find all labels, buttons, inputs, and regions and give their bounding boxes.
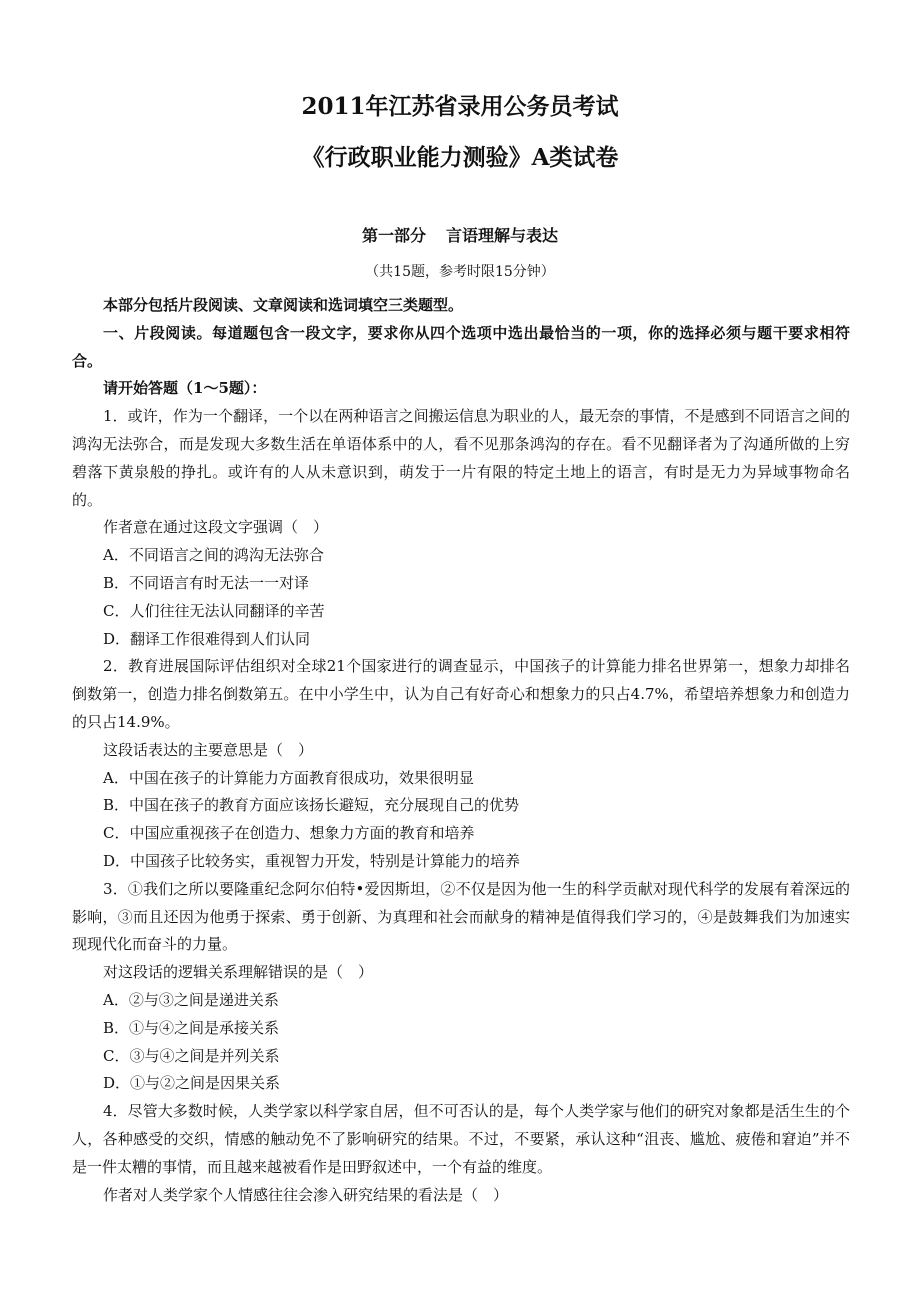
option-d: D．翻译工作很难得到人们认同	[103, 629, 311, 648]
exam-title-line1: 2011年江苏省录用公务员考试	[301, 93, 619, 120]
option-c: C．人们往往无法认同翻译的辛苦	[103, 601, 325, 620]
exam-title-line2: 《行政职业能力测验》A类试卷	[301, 144, 619, 171]
section-part: 第一部分	[361, 226, 426, 245]
option-c: C．中国应重视孩子在创造力、想象力方面的教育和培养	[103, 824, 475, 843]
option-a: A．不同语言之间的鸿沟无法弥合	[103, 546, 324, 565]
question-passage: 3．①我们之所以要隆重纪念阿尔伯特•爱因斯坦，②不仅是因为他一生的科学贡献对现代科学的发展有着深远的影响，③而且还因为他勇于探索、勇于创新、为真理和社会而献身的精神是值得我们学习的，④是鼓舞我们为加速实现现代化而奋斗的力量。	[72, 879, 850, 954]
section-name: 言语理解与表达	[446, 226, 559, 245]
question-passage: 2．教育进展国际评估组织对全球21个国家进行的调查显示，中国孩子的计算能力排名世界第一，想象力却排名倒数第一，创造力排名倒数第五。在中小学生中，认为自己有好奇心和想象力的只占4.7%，希望培养想象力和创造力的只占14.9%。	[72, 657, 850, 731]
option-d: D．中国孩子比较务实，重视智力开发，特别是计算能力的培养	[103, 851, 521, 870]
question-2	[72, 653, 850, 875]
question-passage: 4．尽管大多数时候，人类学家以科学家自居，但不可否认的是，每个人类学家与他们的研究对象都是活生生的个人，各种感受的交织，情感的触动免不了影响研究的结果。不过，不要紧，承认这种“沮丧、尴尬、疲倦和窘迫”并不是一件太糟的事情，而且越来越被看作是田野叙述中，一个有益的维度。	[72, 1102, 850, 1176]
question-1	[72, 403, 850, 653]
option-b: B．中国在孩子的教育方面应该扬长避短，充分展现自己的优势	[103, 796, 520, 815]
exam-body	[72, 292, 850, 1209]
question-passage: 1．或许，作为一个翻译，一个以在两种语言之间搬运信息为职业的人，最无奈的事情，不是感到不同语言之间的鸿沟无法弥合，而是发现大多数生活在单语体系中的人，看不见那条鸿沟的存在。看不见翻译者为了沟通所做的上穷碧落下黄泉般的挣扎。或许有的人从未意识到，萌发于一片有限的特定土地上的语言，有时是无力为异域事物命名的。	[72, 407, 850, 509]
question-4	[72, 1098, 850, 1209]
question-stem: 这段话表达的主要意思是（ ）	[103, 740, 314, 759]
question-stem: 作者意在通过这段文字强调（ ）	[103, 518, 329, 537]
option-b: B．①与④之间是承接关系	[103, 1018, 280, 1037]
question-stem: 作者对人类学家个人情感往往会渗入研究结果的看法是（ ）	[103, 1185, 509, 1204]
option-c: C．③与④之间是并列关系	[103, 1046, 280, 1065]
question-3	[72, 876, 850, 1098]
section-note: （共15题，参考时限15分钟）	[365, 264, 555, 280]
section-heading	[0, 223, 920, 246]
option-b: B．不同语言有时无法一一对译	[103, 573, 310, 592]
section-overview: 本部分包括片段阅读、文章阅读和选词填空三类题型。	[103, 296, 464, 314]
option-a: A．②与③之间是递进关系	[103, 990, 279, 1009]
option-a: A．中国在孩子的计算能力方面教育很成功，效果很明显	[103, 768, 474, 787]
option-d: D．①与②之间是因果关系	[103, 1074, 281, 1093]
start-prompt: 请开始答题（1～5题）：	[103, 379, 267, 398]
section-instruction: 一、片段阅读。每道题包含一段文字，要求你从四个选项中选出最恰当的一项，你的选择必须与题干要求相符合。	[72, 323, 850, 370]
question-stem: 对这段话的逻辑关系理解错误的是（ ）	[103, 963, 374, 982]
